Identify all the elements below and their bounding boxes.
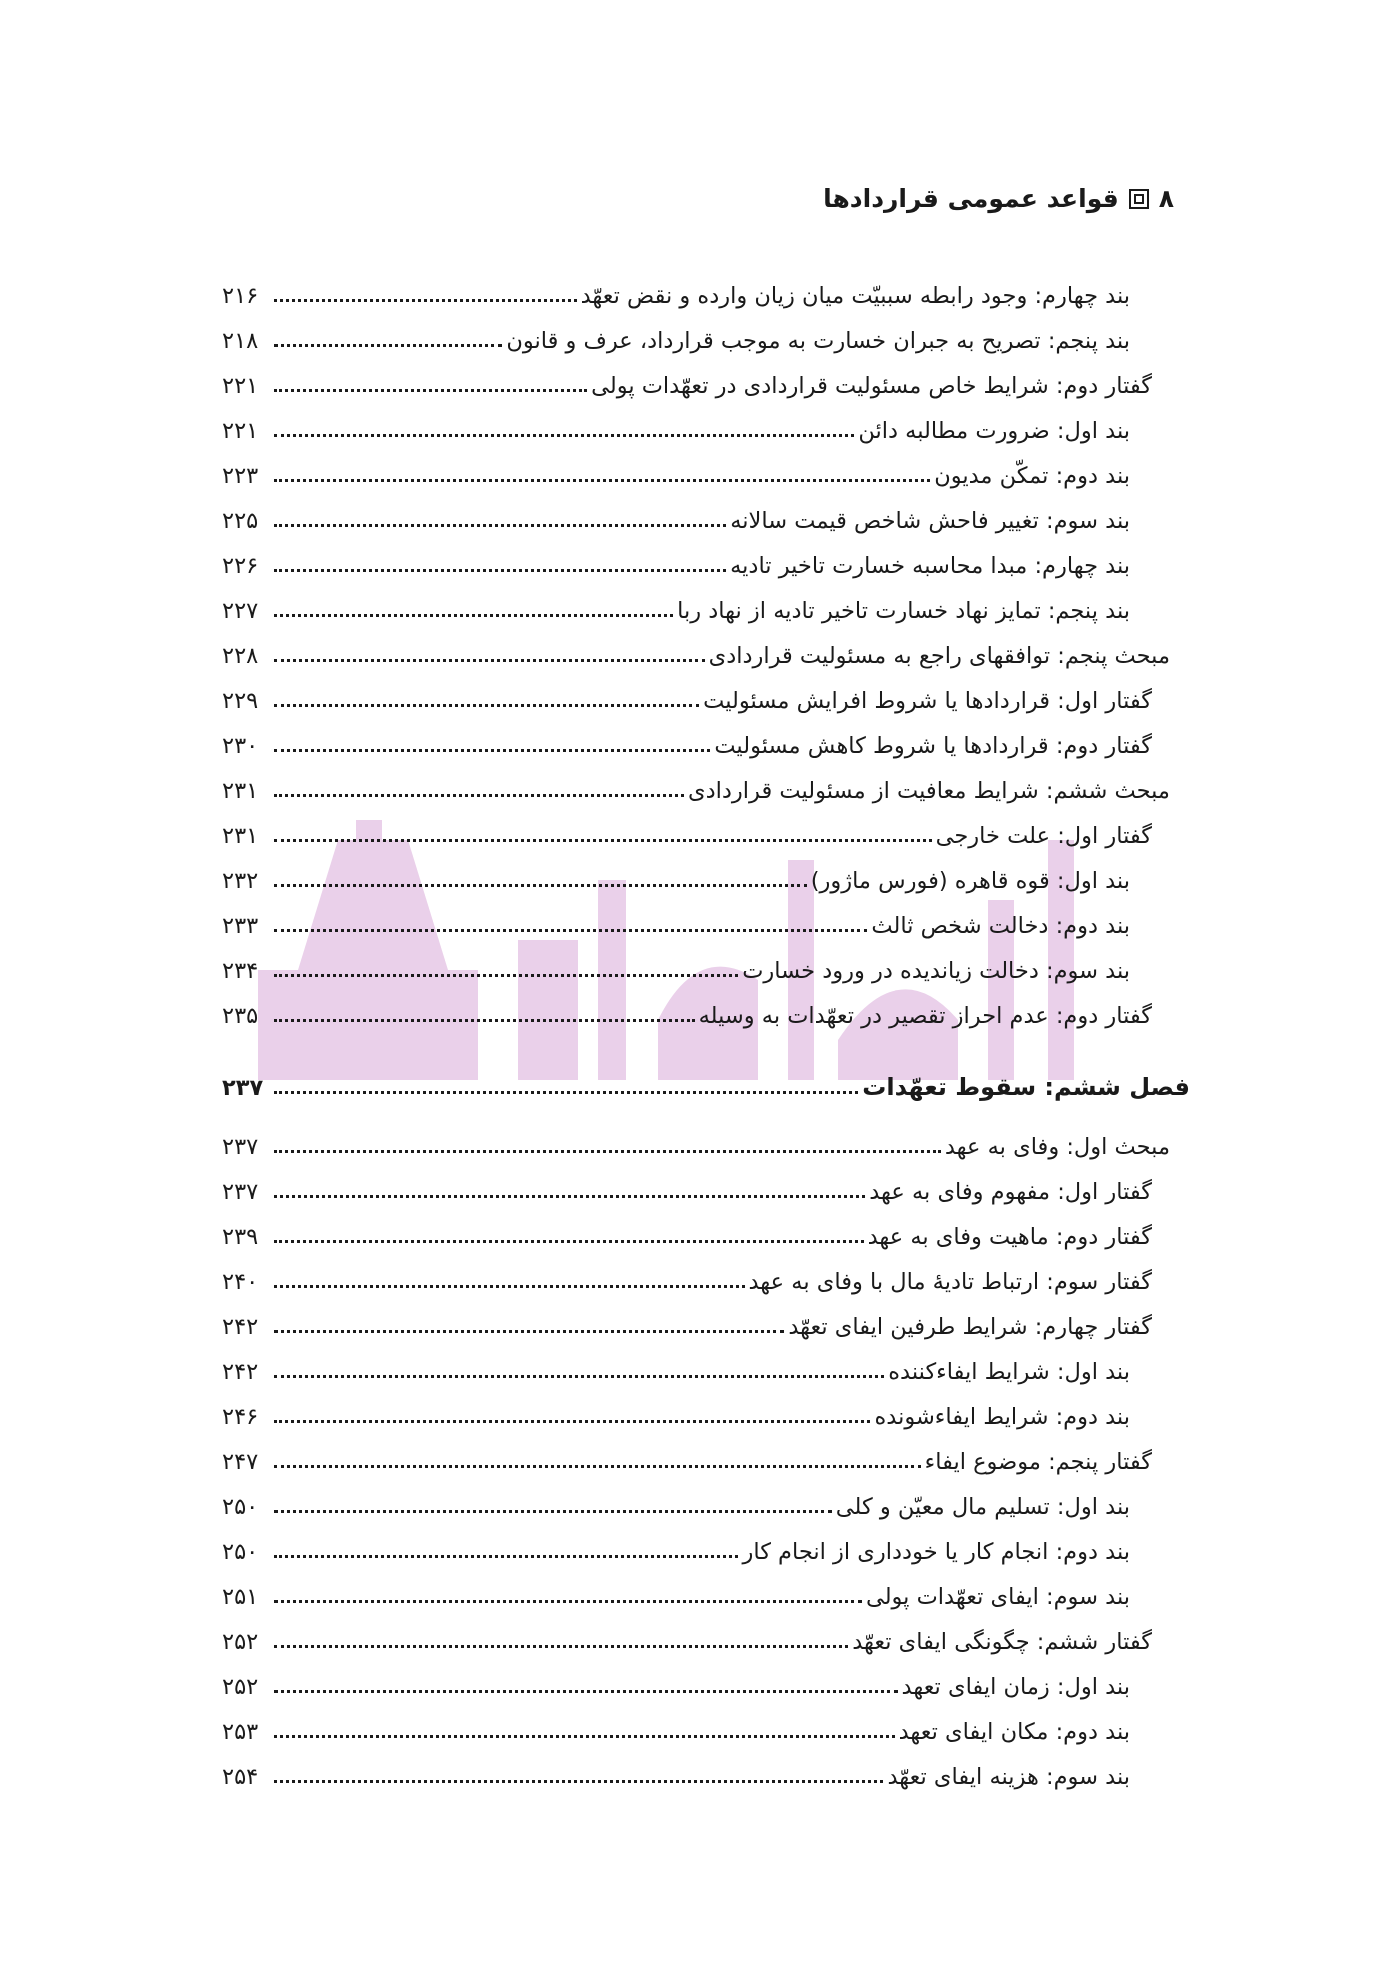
toc-entry-page: ۲۳۳ — [222, 912, 259, 939]
toc-entry-page: ۲۲۶ — [222, 552, 259, 579]
toc-entry-title: گفتار دوم: قراردادها یا شروط کاهش مسئولیت — [714, 732, 1152, 759]
toc-entry-page: ۲۵۰ — [222, 1538, 259, 1565]
leader-dots — [274, 524, 726, 527]
toc-entry-page: ۲۴۲ — [222, 1358, 259, 1385]
toc-entry-page: ۲۲۱ — [222, 417, 259, 444]
leader-dots — [274, 614, 673, 617]
toc-entry-title: گفتار پنجم: موضوع ایفاء — [924, 1448, 1152, 1475]
leader-dots — [274, 569, 726, 572]
toc-entry-page: ۲۵۴ — [222, 1763, 259, 1790]
toc-entry-page: ۲۳۱ — [222, 777, 259, 804]
leader-dots — [274, 479, 930, 482]
toc-entry-page: ۲۲۱ — [222, 372, 259, 399]
toc-entry[interactable] — [222, 1293, 1170, 1338]
running-title: قواعد عمومی قراردادها — [823, 184, 1119, 213]
toc-entry[interactable] — [222, 622, 1170, 667]
leader-dots — [274, 1019, 695, 1022]
toc-entry-title: بند دوم: مکان ایفای تعهد — [898, 1718, 1130, 1745]
toc-entry-page: ۲۳۷ — [222, 1074, 264, 1101]
toc-entry-title: بند دوم: انجام کار یا خودداری از انجام کار — [742, 1538, 1130, 1565]
square-ornament-icon — [1129, 189, 1149, 209]
toc-entry[interactable] — [222, 712, 1170, 757]
toc-entry-title: بند دوم: تمکّن مدیون — [934, 462, 1130, 489]
toc-entry-title: گفتار اول: مفهوم وفای به عهد — [869, 1178, 1152, 1205]
toc-entry[interactable] — [222, 1473, 1170, 1518]
toc-entry-title: بند اول: قوه قاهره (فورس ماژور) — [810, 867, 1130, 894]
toc-entry[interactable] — [222, 1608, 1170, 1653]
leader-dots — [274, 434, 854, 437]
leader-dots — [274, 839, 932, 842]
toc-entry-page: ۲۴۰ — [222, 1268, 259, 1295]
toc-entry-page: ۲۳۹ — [222, 1223, 259, 1250]
toc-entry[interactable] — [222, 802, 1170, 847]
toc-entry-title: گفتار اول: علت خارجی — [935, 822, 1152, 849]
toc-entry[interactable] — [222, 1653, 1170, 1698]
toc-entry[interactable] — [222, 577, 1170, 622]
toc-entry-title: مبحث پنجم: توافقهای راجع به مسئولیت قراردادی — [708, 642, 1170, 669]
leader-dots — [274, 1375, 884, 1378]
toc-entry-page: ۲۳۷ — [222, 1178, 259, 1205]
toc-entry-title: مبحث اول: وفای به عهد — [944, 1133, 1170, 1160]
leader-dots — [274, 1555, 738, 1558]
toc-entry[interactable] — [222, 1743, 1170, 1788]
toc-entry-page: ۲۲۳ — [222, 462, 259, 489]
toc-entry[interactable] — [222, 1203, 1170, 1248]
page-header — [200, 184, 1174, 213]
leader-dots — [274, 1195, 865, 1198]
leader-dots — [274, 884, 807, 887]
toc-entry[interactable] — [222, 487, 1170, 532]
toc-entry-title: گفتار دوم: عدم احراز تقصیر در تعهّدات به وسیله — [698, 1002, 1152, 1029]
toc-entry-page: ۲۳۲ — [222, 867, 259, 894]
toc-entry-title: بند اول: زمان ایفای تعهد — [901, 1673, 1130, 1700]
toc-entry-title: فصل ششم: سقوط تعهّدات — [862, 1073, 1190, 1101]
toc-entry[interactable] — [222, 1113, 1170, 1158]
toc-entry[interactable] — [222, 1248, 1170, 1293]
leader-dots — [274, 299, 577, 302]
toc-entry[interactable] — [222, 1698, 1170, 1743]
toc-entry-page: ۲۲۸ — [222, 642, 259, 669]
toc-entry[interactable] — [222, 1563, 1170, 1608]
toc-entry-title: بند اول: ضرورت مطالبه دائن — [858, 417, 1130, 444]
toc-entry-title: بند سوم: تغییر فاحش شاخص قیمت سالانه — [730, 507, 1130, 534]
toc-entry-title: بند اول: تسلیم مال معیّن و کلی — [835, 1493, 1130, 1520]
leader-dots — [274, 1510, 832, 1513]
toc-entry-page: ۲۱۶ — [222, 282, 259, 309]
toc-entry-page: ۲۳۷ — [222, 1133, 259, 1160]
toc-entry[interactable] — [222, 757, 1170, 802]
toc-entry[interactable] — [222, 1158, 1170, 1203]
leader-dots — [274, 1735, 895, 1738]
leader-dots — [274, 1780, 883, 1783]
toc-entry[interactable] — [222, 352, 1170, 397]
toc-entry[interactable] — [222, 667, 1170, 712]
leader-dots — [274, 1150, 941, 1153]
toc-entry[interactable] — [222, 892, 1170, 937]
toc-entry-title: بند پنجم: تصریح به جبران خسارت به موجب قرارداد، عرف و قانون — [506, 327, 1130, 354]
toc-entry-title: بند دوم: شرایط ایفاءشونده — [874, 1403, 1130, 1430]
toc-entry[interactable] — [222, 1338, 1170, 1383]
toc-entry-page: ۲۳۱ — [222, 822, 259, 849]
toc-entry[interactable] — [222, 532, 1170, 577]
leader-dots — [274, 1330, 784, 1333]
toc-entry-title: بند پنجم: تمایز نهاد خسارت تاخیر تادیه از نهاد ربا — [677, 597, 1130, 624]
toc-entry-title: گفتار دوم: شرایط خاص مسئولیت قراردادی در تعهّدات پولی — [591, 372, 1152, 399]
leader-dots — [274, 1690, 898, 1693]
toc-entry-title: بند دوم: دخالت شخص ثالث — [871, 912, 1130, 939]
toc-entry[interactable] — [222, 1518, 1170, 1563]
toc-entry-title: بند اول: شرایط ایفاءکننده — [888, 1358, 1130, 1385]
toc-entry[interactable] — [222, 982, 1170, 1027]
toc-entry-page: ۲۵۳ — [222, 1718, 259, 1745]
leader-dots — [274, 1420, 870, 1423]
toc-entry-page: ۲۵۱ — [222, 1583, 259, 1610]
toc-entry-page: ۲۲۹ — [222, 687, 259, 714]
toc-entry[interactable] — [222, 1428, 1170, 1473]
toc-entry-page: ۲۴۷ — [222, 1448, 259, 1475]
toc-entry-page: ۲۴۶ — [222, 1403, 259, 1430]
toc-entry-page: ۲۳۴ — [222, 957, 259, 984]
leader-dots — [274, 929, 867, 932]
toc-chapter-entry[interactable] — [222, 1027, 1190, 1113]
toc-entry-page: ۲۵۲ — [222, 1673, 259, 1700]
table-of-contents — [222, 262, 1190, 1790]
leader-dots — [274, 344, 502, 347]
toc-entry[interactable] — [222, 937, 1170, 982]
toc-entry[interactable] — [222, 307, 1170, 352]
leader-dots — [274, 659, 705, 662]
toc-entry-title: بند سوم: هزینه ایفای تعهّد — [887, 1763, 1130, 1790]
leader-dots — [274, 1240, 864, 1243]
toc-entry-title: گفتار دوم: ماهیت وفای به عهد — [867, 1223, 1152, 1250]
toc-entry-page: ۲۳۰ — [222, 732, 259, 759]
toc-entry[interactable] — [222, 262, 1170, 307]
toc-entry-page: ۲۲۷ — [222, 597, 259, 624]
toc-entry-title: مبحث ششم: شرایط معافیت از مسئولیت قراردادی — [688, 777, 1170, 804]
toc-entry-title: بند سوم: ایفای تعهّدات پولی — [865, 1583, 1130, 1610]
leader-dots — [274, 1465, 921, 1468]
toc-entry-title: گفتار سوم: ارتباط تادیهٔ مال با وفای به عهد — [748, 1268, 1152, 1295]
toc-entry[interactable] — [222, 847, 1170, 892]
leader-dots — [274, 389, 587, 392]
leader-dots — [274, 749, 710, 752]
toc-entry[interactable] — [222, 1383, 1170, 1428]
toc-entry-page: ۲۲۵ — [222, 507, 259, 534]
leader-dots — [274, 794, 684, 797]
toc-entry-page: ۲۵۲ — [222, 1628, 259, 1655]
leader-dots — [274, 974, 738, 977]
toc-entry-title: گفتار اول: قراردادها یا شروط افرایش مسئولیت — [703, 687, 1152, 714]
toc-entry[interactable] — [222, 397, 1170, 442]
toc-entry-title: بند سوم: دخالت زیاندیده در ورود خسارت — [742, 957, 1130, 984]
toc-entry-title: بند چهارم: وجود رابطه سببیّت میان زیان وارده و نقض تعهّد — [580, 282, 1130, 309]
toc-entry-title: گفتار چهارم: شرایط طرفین ایفای تعهّد — [788, 1313, 1152, 1340]
toc-entry-page: ۲۳۵ — [222, 1002, 259, 1029]
toc-entry-page: ۲۵۰ — [222, 1493, 259, 1520]
leader-dots — [274, 1645, 848, 1648]
leader-dots — [274, 704, 699, 707]
leader-dots — [274, 1285, 745, 1288]
toc-entry[interactable] — [222, 442, 1170, 487]
toc-entry-title: بند چهارم: مبدا محاسبه خسارت تاخیر تادیه — [730, 552, 1130, 579]
page-number: ۸ — [1158, 184, 1174, 213]
toc-entry-page: ۲۴۲ — [222, 1313, 259, 1340]
toc-entry-page: ۲۱۸ — [222, 327, 259, 354]
toc-entry-title: گفتار ششم: چگونگی ایفای تعهّد — [852, 1628, 1152, 1655]
leader-dots — [274, 1600, 862, 1603]
leader-dots — [274, 1091, 858, 1094]
